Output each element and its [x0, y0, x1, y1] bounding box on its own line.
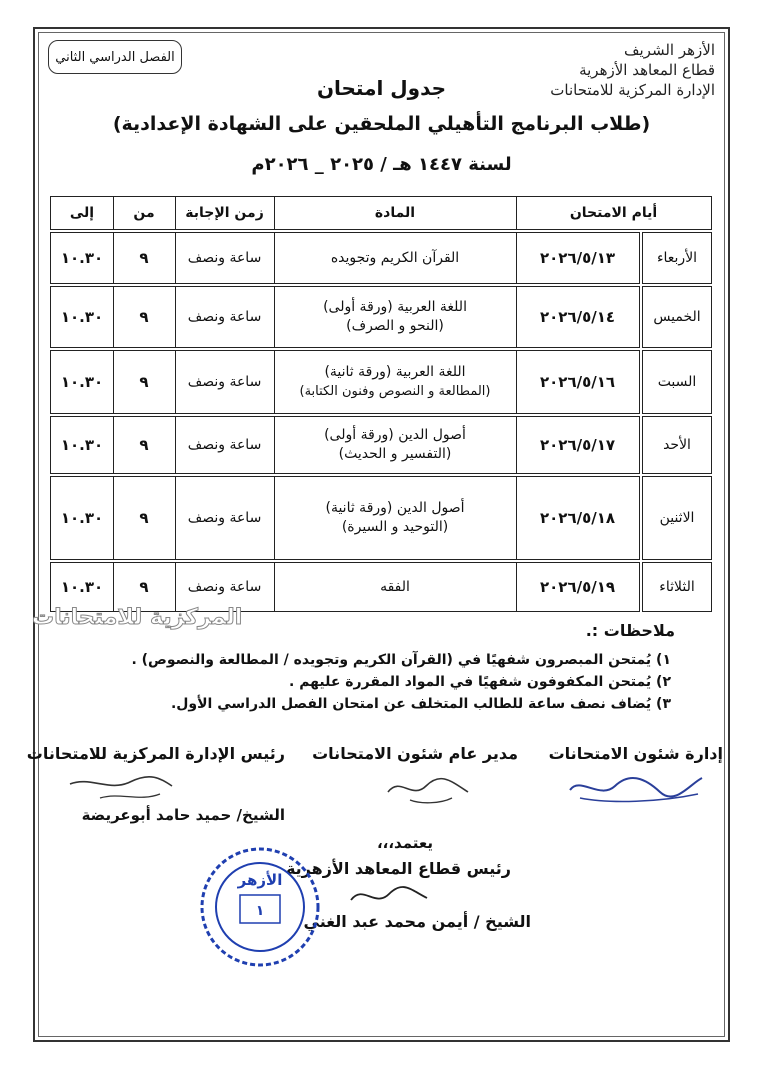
central-head-name: الشيخ/ حميد حامد أبوعريضة — [81, 806, 285, 824]
row-duration: ساعة ونصف — [174, 562, 275, 612]
row-from: ٩ — [112, 476, 176, 560]
row-day: الاثنين — [642, 476, 712, 560]
seal-number: ١ — [255, 903, 265, 919]
handwritten-signature-2 — [380, 766, 480, 810]
row-to: ١٠.٣٠ — [50, 562, 114, 612]
subject-line-2: (التوحيد و السيرة) — [341, 519, 449, 535]
row-day: الأحد — [642, 416, 712, 474]
signature-title-exams-director: مدير عام شئون الامتحانات — [312, 744, 518, 763]
semester-badge — [48, 40, 182, 74]
row-date: ٢٠٢٦/٥/١٩ — [515, 562, 640, 612]
notes-title: ملاحظات :. — [585, 621, 675, 640]
note-item: ١) يُمتحن المبصرون شفهيًا في (القرآن الكريم وتجويده / المطالعة والنصوص) . — [131, 652, 671, 668]
row-from: ٩ — [112, 232, 176, 284]
header-line-3: الإدارة المركزية للامتحانات — [550, 81, 715, 99]
handwritten-signature-4 — [345, 878, 435, 912]
row-date: ٢٠٢٦/٥/١٣ — [515, 232, 640, 284]
subject-line-1: اللغة العربية (ورقة أولى) — [323, 299, 467, 315]
seal-center-text: الأزهر — [237, 871, 283, 889]
row-subject — [273, 350, 517, 414]
document-year: لسنة ١٤٤٧ هـ / ٢٠٢٥ _ ٢٠٢٦م — [251, 154, 512, 175]
header-line-1: الأزهر الشريف — [623, 41, 715, 59]
row-day: السبت — [642, 350, 712, 414]
row-subject — [273, 476, 517, 560]
note-item: ٣) يُضاف نصف ساعة للطالب المتخلف عن امتحان الفصل الدراسي الأول. — [170, 696, 671, 712]
signature-title-exams-admin: إدارة شئون الامتحانات — [548, 744, 723, 763]
row-duration: ساعة ونصف — [174, 350, 275, 414]
row-duration: ساعة ونصف — [174, 286, 275, 348]
row-to: ١٠.٣٠ — [50, 286, 114, 348]
row-day: الخميس — [642, 286, 712, 348]
document-subtitle: (طلاب البرنامج التأهيلي الملحقين على الشهادة الإعدادية) — [112, 113, 651, 135]
handwritten-signature-3 — [60, 768, 180, 808]
row-from: ٩ — [112, 416, 176, 474]
row-duration: ساعة ونصف — [174, 232, 275, 284]
approval-label: يعتمد،،، — [376, 834, 433, 852]
watermark-text: المركزية للامتحانات — [32, 605, 243, 630]
row-to: ١٠.٣٠ — [50, 416, 114, 474]
subject-line-1: أصول الدين (ورقة أولى) — [324, 427, 466, 443]
subject-line-1: الفقه — [380, 578, 410, 595]
row-date: ٢٠٢٦/٥/١٤ — [515, 286, 640, 348]
row-date: ٢٠٢٦/٥/١٨ — [515, 476, 640, 560]
row-duration: ساعة ونصف — [174, 416, 275, 474]
exam-schedule-table — [50, 196, 712, 614]
row-day: الثلاثاء — [642, 562, 712, 612]
sector-head-name: الشيخ / أيمن محمد عبد الغني — [303, 912, 531, 931]
subject-line-1: أصول الدين (ورقة ثانية) — [325, 500, 465, 516]
row-subject — [273, 562, 517, 612]
official-seal — [195, 845, 325, 970]
subject-line-1: القرآن الكريم وتجويده — [330, 249, 460, 266]
subject-line-2: (النحو و الصرف) — [346, 318, 444, 334]
row-to: ١٠.٣٠ — [50, 232, 114, 284]
row-to: ١٠.٣٠ — [50, 350, 114, 414]
note-item: ٢) يُمتحن المكفوفون شفهيًا في المواد المقررة عليهم . — [289, 674, 671, 690]
row-date: ٢٠٢٦/٥/١٧ — [515, 416, 640, 474]
row-subject — [273, 416, 517, 474]
header-line-2: قطاع المعاهد الأزهرية — [579, 61, 715, 79]
semester-label: الفصل الدراسي الثاني — [55, 49, 175, 65]
row-subject — [273, 232, 517, 284]
header-subject: المادة — [273, 196, 517, 230]
subject-line-2: (المطالعة و النصوص وفنون الكتابة) — [299, 384, 491, 399]
row-subject — [273, 286, 517, 348]
subject-line-1: اللغة العربية (ورقة ثانية) — [324, 364, 466, 380]
subject-line-2: (التفسير و الحديث) — [338, 446, 452, 462]
header-days: أيام الامتحان — [515, 196, 712, 230]
signature-title-central-head: رئيس الإدارة المركزية للامتحانات — [26, 744, 285, 763]
sector-head-title: رئيس قطاع المعاهد الأزهرية — [285, 859, 511, 878]
header-to: إلى — [50, 196, 114, 230]
header-duration: زمن الإجابة — [174, 196, 275, 230]
row-day: الأربعاء — [642, 232, 712, 284]
header-from: من — [112, 196, 176, 230]
row-date: ٢٠٢٦/٥/١٦ — [515, 350, 640, 414]
row-to: ١٠.٣٠ — [50, 476, 114, 560]
row-from: ٩ — [112, 286, 176, 348]
handwritten-signature-1 — [560, 768, 710, 808]
row-from: ٩ — [112, 350, 176, 414]
row-from: ٩ — [112, 562, 176, 612]
row-duration: ساعة ونصف — [174, 476, 275, 560]
document-title: جدول امتحان — [316, 76, 447, 100]
